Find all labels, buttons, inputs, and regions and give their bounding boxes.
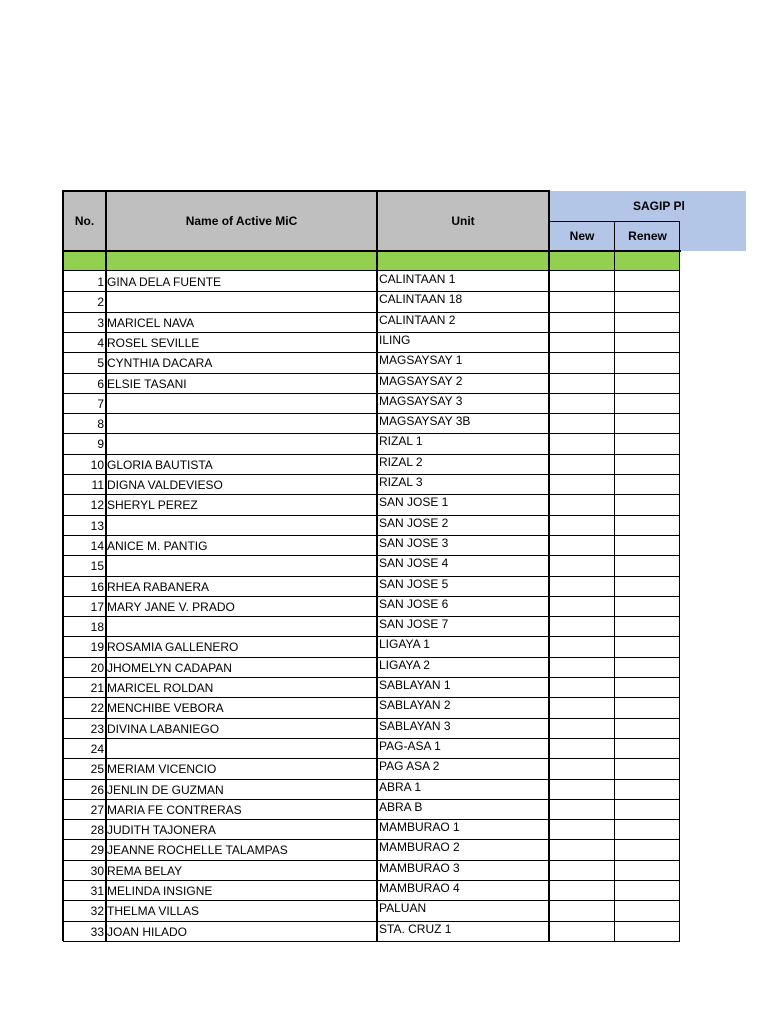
row-border <box>63 941 680 942</box>
header-top-border <box>62 190 550 192</box>
row-number: 26 <box>90 782 104 797</box>
header-unit <box>377 191 549 251</box>
row-number: 10 <box>90 457 104 472</box>
row-border <box>63 616 680 617</box>
row-border <box>63 758 680 759</box>
row-name: JENLIN DE GUZMAN <box>107 782 224 797</box>
row-name: JHOMELYN CADAPAN <box>107 660 232 675</box>
row-border <box>63 596 680 597</box>
row-number: 3 <box>97 315 104 330</box>
row-unit: LIGAYA 2 <box>379 657 430 672</box>
header-name <box>106 191 377 251</box>
row-name: GINA DELA FUENTE <box>107 275 222 289</box>
row-unit: CALINTAAN 2 <box>379 312 456 327</box>
row-number: 31 <box>90 884 104 898</box>
row-unit: MAMBURAO 1 <box>379 820 460 835</box>
row-name: DIGNA VALDEVIESO <box>107 478 223 492</box>
row-name: THELMA VILLAS <box>107 904 200 919</box>
col-border <box>548 190 550 941</box>
row-border <box>63 576 680 577</box>
row-number: 18 <box>90 620 104 635</box>
row-border <box>63 657 680 658</box>
header-no-label: No. <box>74 214 95 228</box>
row-number: 33 <box>90 924 104 939</box>
row-unit: SAN JOSE 1 <box>379 495 449 510</box>
header-unit-label: Unit <box>451 214 475 228</box>
row-unit: SABLAYAN 2 <box>379 698 451 713</box>
green-bottom-border <box>63 270 680 271</box>
row-unit: SAN JOSE 4 <box>379 556 449 571</box>
row-number: 22 <box>90 701 104 716</box>
row-unit: PAG ASA 2 <box>379 759 440 774</box>
row-number: 19 <box>90 640 104 655</box>
row-unit: MAMBURAO 2 <box>379 840 460 855</box>
row-unit: MAGSAYSAY 3 <box>379 393 463 408</box>
header-group <box>549 191 746 221</box>
row-name: RHEA RABANERA <box>107 579 210 594</box>
row-unit: SABLAYAN 1 <box>379 678 451 692</box>
row-border <box>63 860 680 861</box>
row-number: 23 <box>90 721 104 736</box>
row-number: 11 <box>91 478 104 492</box>
row-number: 4 <box>97 335 104 350</box>
header-group-label: SAGIP Pl <box>633 199 685 213</box>
row-name: GLORIA BAUTISTA <box>107 457 213 472</box>
row-unit: SABLAYAN 3 <box>379 718 451 733</box>
row-number: 15 <box>90 559 104 574</box>
row-name: MARIA FE CONTRERAS <box>107 802 242 817</box>
row-number: 13 <box>90 518 104 533</box>
row-name: ROSAMIA GALLENERO <box>107 640 239 655</box>
row-number: 9 <box>97 437 104 452</box>
row-border <box>63 373 680 374</box>
row-border <box>63 515 680 516</box>
row-number: 8 <box>97 417 104 432</box>
header-renew <box>615 221 680 251</box>
green-row <box>63 252 680 271</box>
header-no <box>63 191 106 251</box>
row-number: 7 <box>97 396 104 411</box>
row-border <box>63 413 680 414</box>
row-unit: STA. CRUZ 1 <box>379 921 452 936</box>
row-border <box>63 636 680 637</box>
row-unit: PAG-ASA 1 <box>379 738 441 753</box>
col-border <box>376 190 378 941</box>
row-border <box>63 839 680 840</box>
row-name: DIVINA LABANIEGO <box>107 721 220 736</box>
row-unit: MAGSAYSAY 2 <box>379 373 463 388</box>
row-number: 5 <box>97 356 104 371</box>
row-name: MARY JANE V. PRADO <box>107 599 235 614</box>
row-name: JEANNE ROCHELLE TALAMPAS <box>107 843 288 858</box>
row-name: ANICE M. PANTIG <box>107 538 208 553</box>
row-number: 30 <box>90 863 104 878</box>
row-border <box>63 900 680 901</box>
row-name: MENCHIBE VEBORA <box>107 701 224 716</box>
row-unit: SAN JOSE 3 <box>379 535 449 550</box>
header-name-label: Name of Active MiC <box>185 214 298 228</box>
row-name: JUDITH TAJONERA <box>107 823 216 838</box>
row-unit: ABRA 1 <box>379 779 422 794</box>
row-number: 29 <box>90 843 104 858</box>
row-name: MARICEL ROLDAN <box>107 681 214 695</box>
row-unit: RIZAL 3 <box>379 475 423 489</box>
row-number: 32 <box>90 904 104 919</box>
row-number: 16 <box>90 579 104 594</box>
row-border <box>63 779 680 780</box>
row-number: 17 <box>90 599 104 614</box>
row-number: 2 <box>97 295 104 310</box>
row-border <box>63 819 680 820</box>
row-unit: MAMBURAO 3 <box>379 860 460 875</box>
row-border <box>63 494 680 495</box>
header-renew-label: Renew <box>628 229 667 243</box>
row-name: MARICEL NAVA <box>107 315 195 330</box>
row-border <box>63 555 680 556</box>
row-border <box>63 312 680 313</box>
row-border <box>63 291 680 292</box>
header-bottom-border <box>62 250 681 252</box>
row-name: REMA BELAY <box>107 863 183 878</box>
row-unit: SAN JOSE 5 <box>379 576 449 591</box>
row-border <box>63 393 680 394</box>
row-border <box>63 535 680 536</box>
row-unit: RIZAL 1 <box>379 434 423 449</box>
row-name: ELSIE TASANI <box>107 376 187 391</box>
row-unit: CALINTAAN 1 <box>379 272 456 286</box>
row-border <box>63 880 680 881</box>
row-number: 1 <box>97 275 104 289</box>
row-unit: MAGSAYSAY 3B <box>379 414 471 429</box>
row-border <box>63 433 680 434</box>
row-border <box>63 677 680 678</box>
col-border <box>679 221 680 941</box>
row-unit: SAN JOSE 2 <box>379 515 449 530</box>
row-border <box>63 921 680 922</box>
row-unit: CALINTAAN 18 <box>379 292 463 307</box>
row-border <box>63 352 680 353</box>
row-border <box>63 718 680 719</box>
row-border <box>63 697 680 698</box>
row-name: ROSEL SEVILLE <box>107 335 200 350</box>
row-unit: ABRA B <box>379 799 423 814</box>
row-number: 6 <box>97 376 104 391</box>
row-number: 25 <box>90 762 104 777</box>
row-unit: ILING <box>379 332 411 347</box>
row-unit: RIZAL 2 <box>379 454 423 469</box>
row-number: 20 <box>90 660 104 675</box>
row-border <box>63 738 680 739</box>
row-number: 24 <box>90 741 104 756</box>
row-name: MERIAM VICENCIO <box>107 762 217 777</box>
row-border <box>63 799 680 800</box>
row-number: 12 <box>90 498 104 513</box>
row-unit: LIGAYA 1 <box>379 637 430 652</box>
row-name: SHERYL PEREZ <box>107 498 198 513</box>
row-number: 28 <box>90 823 104 838</box>
row-name: JOAN HILADO <box>107 924 188 939</box>
header-overflow <box>680 221 746 251</box>
row-unit: MAGSAYSAY 1 <box>379 353 463 368</box>
row-unit: MAMBURAO 4 <box>379 881 460 895</box>
row-unit: PALUAN <box>379 901 427 916</box>
row-border <box>63 332 680 333</box>
row-border <box>63 474 680 475</box>
row-number: 21 <box>90 681 104 695</box>
row-border <box>63 454 680 455</box>
row-unit: SAN JOSE 7 <box>379 617 449 632</box>
row-number: 27 <box>90 802 104 817</box>
header-new-label: New <box>569 229 595 243</box>
col-border <box>614 221 615 941</box>
header-new <box>549 221 615 251</box>
row-number: 14 <box>90 538 104 553</box>
row-name: MELINDA INSIGNE <box>107 884 213 898</box>
row-unit: SAN JOSE 6 <box>379 596 449 611</box>
row-name: CYNTHIA DACARA <box>107 356 213 371</box>
